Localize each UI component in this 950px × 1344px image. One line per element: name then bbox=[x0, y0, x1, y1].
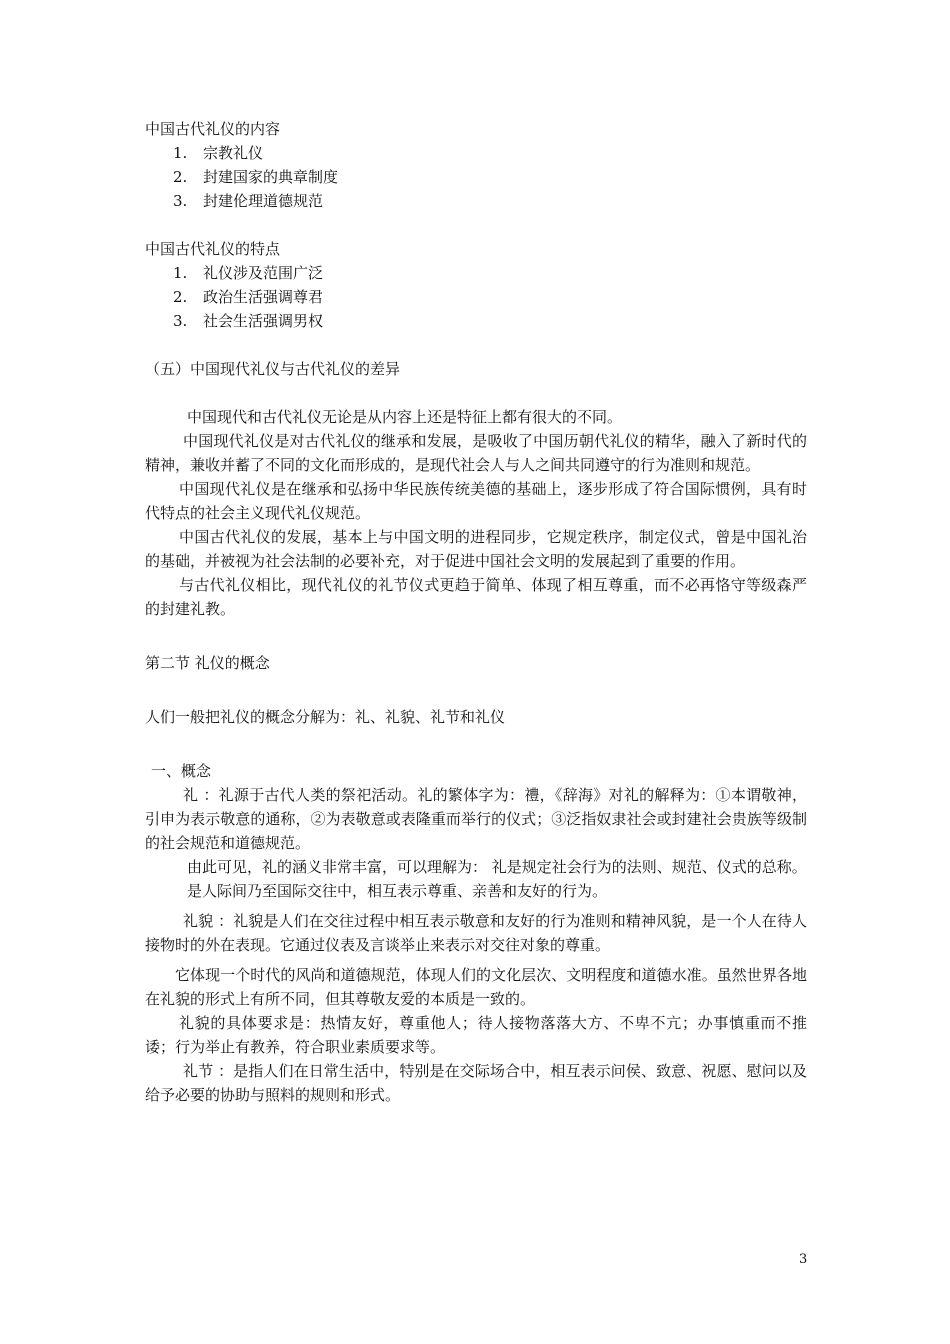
list-item: 2. 政治生活强调尊君 bbox=[173, 288, 324, 306]
features-heading: 中国古代礼仪的特点 bbox=[145, 240, 281, 258]
page-content bbox=[145, 117, 807, 1107]
paragraph: 中国古代礼仪的发展，基本上与中国文明的进程同步，它规定秩序，制定仪式，曾是中国礼治的基础，并被视为社会法制的必要补充，对于促进中国社会文明的发展起到了重要的作用。 bbox=[145, 528, 807, 570]
paragraph: 礼貌 ：礼貌是人们在交往过程中相互表示敬意和友好的行为准则和精神风貌，是一个人在待人接物时的外在表现。它通过仪表及言谈举止来表示对交往对象的尊重。 bbox=[145, 912, 807, 954]
paragraph: 是人际间乃至国际交往中，相互表示尊重、亲善和友好的行为。 bbox=[187, 882, 608, 900]
list-item: 2. 封建国家的典章制度 bbox=[173, 168, 339, 186]
paragraph: 中国现代礼仪是在继承和弘扬中华民族传统美德的基础上，逐步形成了符合国际惯例，具有时代特点的社会主义现代礼仪规范。 bbox=[145, 480, 807, 522]
section2-heading: 第二节 礼仪的概念 bbox=[145, 654, 270, 672]
paragraph: 中国现代和古代礼仪无论是从内容上还是特征上都有很大的不同。 bbox=[187, 408, 623, 426]
paragraph: 中国现代礼仪是对古代礼仪的继承和发展，是吸收了中国历朝代礼仪的精华，融入了新时代的精神，兼收并蓄了不同的文化而形成的，是现代社会人与人之间共同遵守的行为准则和规范。 bbox=[145, 432, 807, 474]
paragraph: 与古代礼仪相比，现代礼仪的礼节仪式更趋于简单、体现了相互尊重，而不必再恪守等级森严的封建礼教。 bbox=[145, 576, 807, 618]
concept-heading: 一、概念 bbox=[151, 762, 212, 780]
section5-heading: （五）中国现代礼仪与古代礼仪的差异 bbox=[145, 360, 401, 378]
list-item: 3. 社会生活强调男权 bbox=[173, 312, 324, 330]
content-heading: 中国古代礼仪的内容 bbox=[145, 120, 281, 138]
page-number: 3 bbox=[799, 1252, 808, 1267]
list-item: 3. 封建伦理道德规范 bbox=[173, 192, 324, 210]
content-list bbox=[145, 141, 807, 213]
list-item: 1. 宗教礼仪 bbox=[173, 144, 264, 162]
paragraph: 它体现一个时代的风尚和道德规范，体现人们的文化层次、文明程度和道德水准。虽然世界各地在礼貌的形式上有所不同，但其尊敬友爱的本质是一致的。 bbox=[145, 966, 807, 1008]
paragraph: 礼貌的具体要求是：热情友好，尊重他人；待人接物落落大方、不卑不亢；办事慎重而不推诿；行为举止有教养，符合职业素质要求等。 bbox=[145, 1014, 807, 1056]
list-item: 1. 礼仪涉及范围广泛 bbox=[173, 264, 324, 282]
paragraph: 礼 ：礼源于古代人类的祭祀活动。礼的繁体字为：禮，《辞海》对礼的解释为：①本谓敬神，引申为表示敬意的通称，②为表敬意或表隆重而举行的仪式；③泛指奴隶社会或封建社会贵族等级制的社会规范和道德规范。 bbox=[145, 786, 807, 852]
paragraph: 由此可见，礼的涵义非常丰富，可以理解为： 礼是规定社会行为的法则、规范、仪式的总称。 bbox=[187, 858, 807, 876]
features-list bbox=[145, 261, 807, 333]
concept-intro: 人们一般把礼仪的概念分解为：礼、礼貌、礼节和礼仪 bbox=[145, 708, 506, 726]
paragraph: 礼节 ：是指人们在日常生活中，特别是在交际场合中，相互表示问侯、致意、祝愿、慰问以及给予必要的协助与照料的规则和形式。 bbox=[145, 1062, 807, 1104]
